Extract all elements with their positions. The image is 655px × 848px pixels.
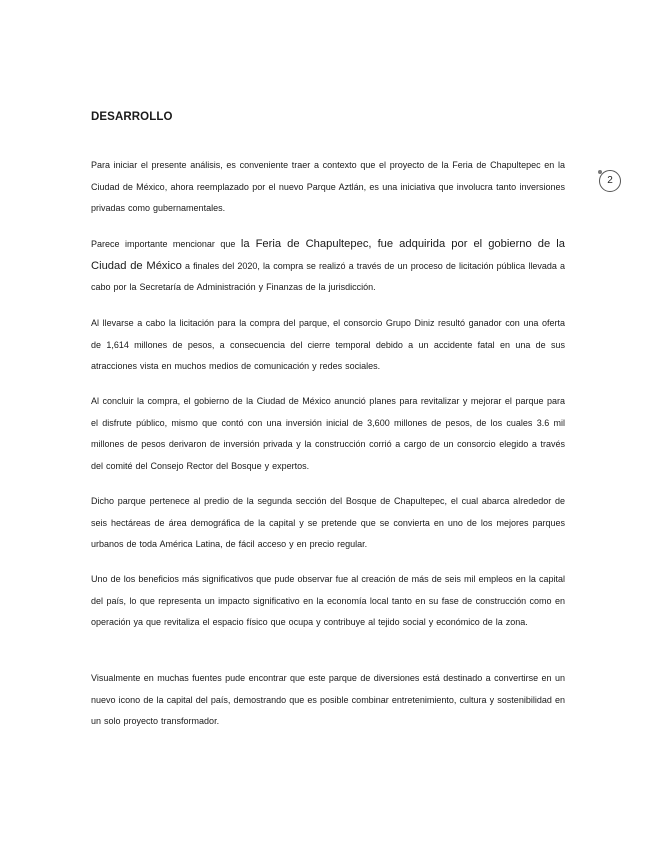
paragraph-2-rest: a finales del 2020, la compra se realizó a través de un proceso de licitación pública llevada a cabo por la Secretaría de Administración y Finanzas de la jurisdicción.	[91, 260, 565, 292]
paragraph-7: Visualmente en muchas fuentes pude encontrar que este parque de diversiones está destinado a convertirse en un nuevo icono de la capital del país, demostrando que es posible combinar entretenimiento, cultura y sostenibilidad en un solo proyecto transformador.	[91, 673, 565, 726]
section-heading: DESARROLLO	[91, 111, 173, 123]
paragraph-2	[91, 234, 565, 299]
paragraph-3: Al llevarse a cabo la licitación para la compra del parque, el consorcio Grupo Diniz resultó ganador con una oferta de 1,614 millones de pesos, a consecuencia del cierre temporal debido a un accidente fatal en una de sus atracciones vista en muchos medios de comunicación y redes sociales.	[91, 318, 565, 371]
paragraph-4: Al concluir la compra, el gobierno de la Ciudad de México anunció planes para revitalizar y mejorar el parque para el disfrute público, mismo que contó con una inversión inicial de 3,600 millones de pesos, de los cuales 3.6 mil millones de pesos derivaron de inversión privada y la construcción corrió a cargo de un consorcio elegido a través del comité del Consejo Rector del Bosque y expertos.	[91, 396, 565, 471]
paragraph-2-intro: Parece importante mencionar que	[91, 239, 241, 249]
paragraph-2-emphasis: la Feria de Chapultepec, fue adquirida por el gobierno de la Ciudad de México	[91, 238, 565, 272]
paragraph-6: Uno de los beneficios más significativos que pude observar fue al creación de más de seis mil empleos en la capital del país, lo que representa un impacto significativo en la economía local tanto en su fase de construcción como en operación ya que revitaliza el espacio físico que ocupa y contribuye al tejido social y económico de la zona.	[91, 574, 565, 627]
paragraph-1: Para iniciar el presente análisis, es conveniente traer a contexto que el proyecto de la Feria de Chapultepec en la Ciudad de México, ahora reemplazado por el nuevo Parque Aztlán, es una iniciativa que involucra tanto inversiones privadas como gubernamentales.	[91, 160, 565, 213]
page-number-badge: 2	[599, 170, 621, 192]
paragraph-5: Dicho parque pertenece al predio de la segunda sección del Bosque de Chapultepec, el cual abarca alrededor de seis hectáreas de área demográfica de la capital y se pretende que se convierta en uno de los mejores parques urbanos de toda América Latina, de fácil acceso y en precio regular.	[91, 496, 565, 549]
